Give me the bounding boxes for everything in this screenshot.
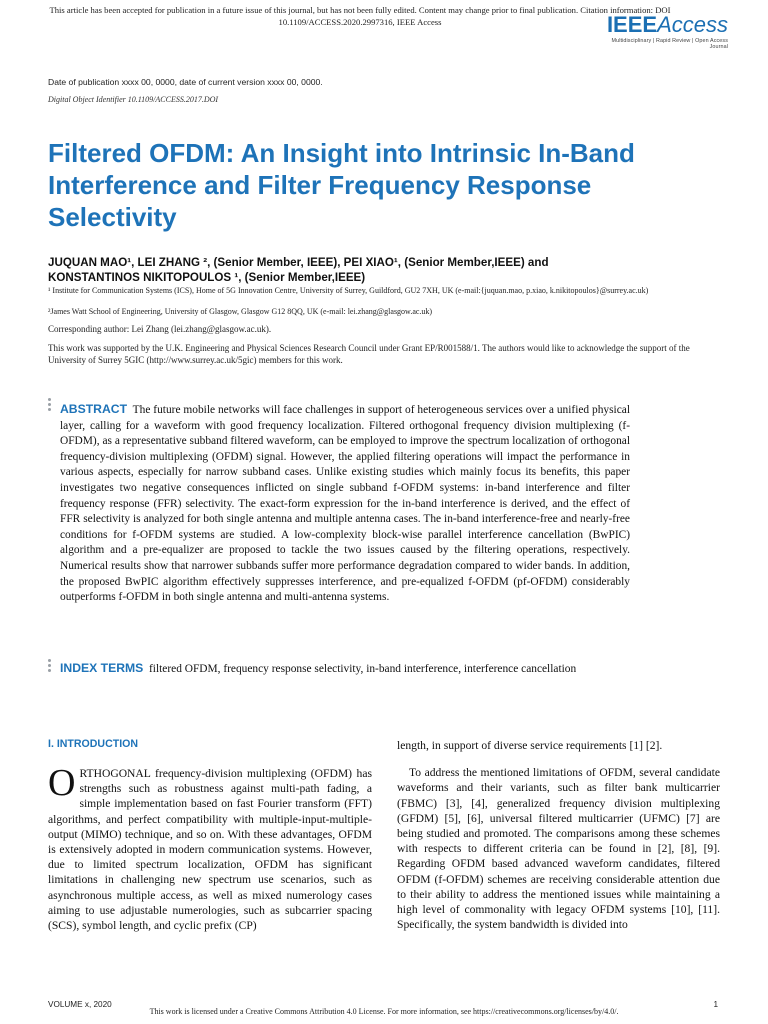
abstract-label: ABSTRACT (60, 402, 128, 416)
page-number: 1 (713, 1000, 718, 1009)
intro-continuation: length, in support of diverse service requirements [1] [2]. (397, 739, 663, 752)
license-notice: This work is licensed under a Creative Commons Attribution 4.0 License. For more information, see https://creativecommons.org/licenses/by/4.0/. (149, 1007, 619, 1016)
volume-label: VOLUME x, 2020 (48, 1000, 112, 1009)
doi-line: Digital Object Identifier 10.1109/ACCESS.2017.DOI (48, 95, 219, 104)
intro-paragraph-2: To address the mentioned limitations of OFDM, several candidate waveforms and their variants, such as filter bank multicarrier (FBMC) [3], [4], generalized frequency division multiplexing (GFDM) [5], [6], universal filtered multicarrier (UFMC) [7] are being studied and promoted. The comparisons among these schemes with respects to different criteria can be found in [2], [8], [9]. Regarding OFDM based advanced waveform candidates, filtered OFDM (f-OFDM) schemes are receiving considerable attention due to their ability to address the mentioned issues while maintaining a high level of commonality with legacy OFDM systems [10], [11]. Specifically, the system bandwidth is divided into (397, 766, 720, 932)
logo-italic-text: Access (657, 12, 728, 37)
corresponding-author: Corresponding author: Lei Zhang (lei.zhang@glasgow.ac.uk). (48, 324, 272, 334)
journal-logo (596, 12, 728, 50)
intro-column-2 (397, 738, 720, 932)
abstract-marker-icon (48, 398, 51, 413)
funding-note: This work was supported by the U.K. Engineering and Physical Sciences Research Council under Grant EP/R001588/1. The authors would like to acknowledge the support of the University of Surrey 5GIC (http://www.surrey.ac.uk/5gic) members for this work. (48, 343, 690, 365)
author-list (48, 255, 708, 285)
publication-notice (40, 4, 680, 28)
affiliation-1: ¹ Institute for Communication Systems (ICS), Home of 5G Innovation Centre, University of Surrey, Guildford, GU2 7XH, UK (e-mail:{juquan.mao, p.xiao, k.nikitopoulos}@surrey.ac.uk) (48, 286, 649, 295)
index-terms-label: INDEX TERMS (60, 661, 144, 675)
logo-tagline: Multidisciplinary | Rapid Review | Open Access Journal (611, 38, 728, 50)
intro-paragraph-1: RTHOGONAL frequency-division multiplexing (OFDM) has strengths such as robustness against multi-path fading, a simple implementation based on fast Fourier transform (FFT) algorithms, and perfect compatibility with multiple-input-multiple-output (MIMO) technique, and so on. With these advantages, OFDM is extensively adopted in modern communication systems. However, due to limited spectrum localization, OFDM has significant limitations in challenging new spectrum use scenarios, such as asynchronous multiple access, as well as mixed numerology cases aiming to use adjustable numerologies, such as subcarrier spacing (SCS), symbol length, and cyclic prefix (CP) (48, 767, 372, 933)
notice-line-2: 10.1109/ACCESS.2020.2997316, IEEE Access (278, 17, 442, 27)
authors-line-2: KONSTANTINOS NIKITOPOULOS ¹, (Senior Member,IEEE) (48, 271, 366, 284)
logo-bold-text: IEEE (606, 12, 658, 37)
paper-title: Filtered OFDM: An Insight into Intrinsic In-Band Interference and Filter Frequency Response Selectivity (48, 138, 635, 232)
index-terms-text: filtered OFDM, frequency response selectivity, in-band interference, interference cancellation (149, 663, 577, 675)
index-terms-marker-icon (48, 659, 51, 674)
publication-date: Date of publication xxxx 00, 0000, date of current version xxxx 00, 0000. (48, 77, 323, 87)
authors-line-1: JUQUAN MAO¹, LEI ZHANG ², (Senior Member, IEEE), PEI XIAO¹, (Senior Member,IEEE) and (48, 256, 549, 269)
section-heading: I. INTRODUCTION (48, 738, 139, 750)
notice-line-1: This article has been accepted for publication in a future issue of this journal, but has not been fully edited. Content may change prior to final publication. Citation information: DOI (49, 5, 671, 15)
abstract-text: The future mobile networks will face challenges in support of heterogeneous services over a unified physical layer, calling for a waveform with good frequency localization. Filtered orthogonal frequency division multiplexing (f-OFDM), as a representative subband filtered waveform, can be employed to improve the spectrum localization of orthogonal frequency-division multiplexing (OFDM) signal. However, the applied filtering operations will impact the performance in various aspects, especially for narrow subband cases. Unlike existing studies which mainly focus its benefits, this paper investigates two negative consequences inflicted on single subband f-OFDM systems: in-band interference and filter frequency response (FFR) selectivity. The exact-form expression for the in-band interference is derived, and the effect of FFR selectivity is analyzed for both single antenna and multiple antenna cases. The in-band interference-free and nearly-free conditions for f-OFDM systems are studied. A low-complexity block-wise parallel interference cancellation (BwPIC) algorithm and a pre-equalizer are proposed to tackle the two issues caused by the filtering operations, respectively. Numerical results show that narrower subbands suffer more performance degradation compared to wider bands. In addition, the proposed BwPIC algorithm effectively suppresses interference, and pre-equalized f-OFDM (pf-OFDM) considerably outperforms f-OFDM in both single antenna and multi-antenna systems. (60, 404, 630, 604)
intro-column-1 (48, 762, 372, 933)
index-terms-block (60, 661, 630, 678)
drop-cap: O (48, 762, 76, 804)
affiliation-2: ²James Watt School of Engineering, University of Glasgow, Glasgow G12 8QQ, UK (e-mail: lei.zhang@glasgow.ac.uk) (48, 307, 433, 316)
abstract-block (60, 402, 630, 606)
